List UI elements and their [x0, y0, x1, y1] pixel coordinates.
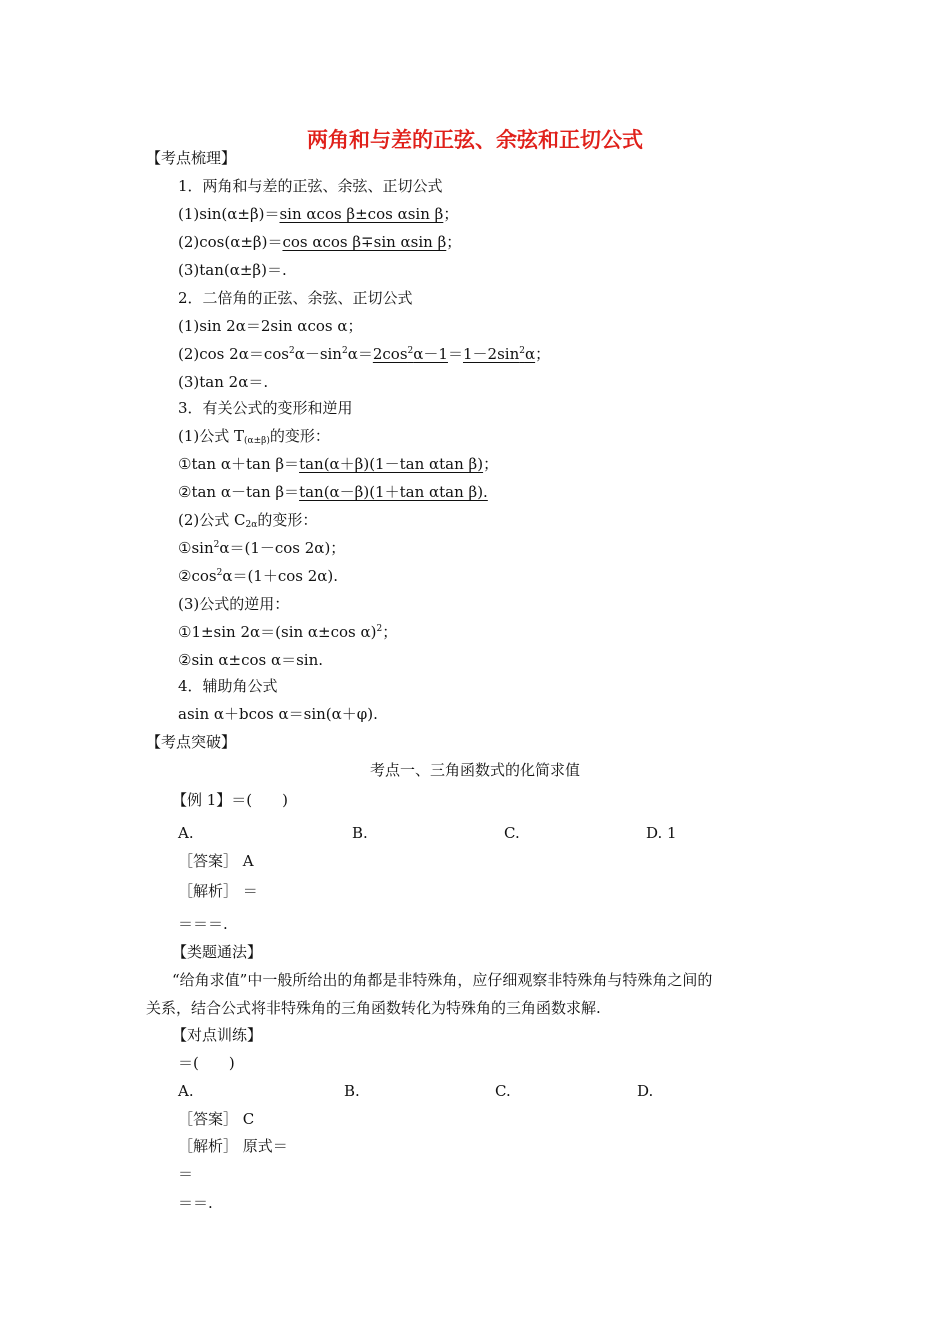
method-heading: 【类题通法】: [172, 943, 263, 961]
formula-sin-square: [178, 538, 345, 558]
formula-text: (2)cos(α±β)＝: [178, 233, 283, 251]
formula-answer: sin αcos β±cos αsin β: [279, 205, 444, 223]
formula-text: α: [524, 345, 536, 363]
analysis-2: ［解析］ 原式＝: [178, 1137, 288, 1155]
formula-text: α－sin: [294, 345, 342, 363]
section-heading-review: 【考点梳理】: [146, 149, 237, 167]
formula-sin-sum: [178, 204, 458, 224]
formula-tan-sum: (3)tan(α±β)＝.: [178, 261, 287, 279]
option-c: C.: [495, 1082, 511, 1100]
subsection-title: 考点一、三角函数式的化简求值: [369, 761, 580, 779]
formula-answer: [373, 345, 448, 363]
superscript: 2: [519, 346, 525, 356]
analysis-1: ［解析］ ＝: [178, 882, 258, 900]
formula-c-variant-label: [178, 510, 317, 530]
formula-text: (2)公式 C: [178, 511, 246, 529]
option-a: A.: [178, 1082, 194, 1100]
method-paragraph-line-2: 关系，结合公式将非特殊角的三角函数转化为特殊角的三角函数求解.: [146, 999, 601, 1017]
formula-text: ＝: [447, 345, 463, 363]
option-c: C.: [504, 824, 520, 842]
formula-text: ①sin: [178, 539, 214, 557]
formula-sin-double: (1)sin 2α＝2sin αcos α；: [178, 317, 363, 335]
formula-text: ；: [446, 233, 462, 251]
formula-auxiliary: asin α＋bcos α＝sin(α＋φ).: [178, 705, 378, 723]
question-2: ＝( ): [178, 1054, 235, 1072]
heading-4: 4．辅助角公式: [178, 677, 278, 695]
formula-text: ；: [483, 455, 499, 473]
formula-t-variant-label: [178, 426, 330, 446]
heading-1: 1．两角和与差的正弦、余弦、正切公式: [178, 177, 443, 195]
formula-inverse-1: [178, 622, 397, 642]
formula-answer: cos αcos β∓sin αsin β: [282, 233, 447, 251]
formula-tan-sum-variant: [178, 454, 498, 474]
formula-text: 1－2sin: [462, 345, 520, 363]
analysis-1-continued: ＝＝＝.: [178, 915, 228, 933]
option-a: A.: [178, 824, 194, 842]
formula-text: 的变形：: [269, 427, 330, 445]
method-paragraph-line-1: “给角求值”中一般所给出的角都是非特殊角，应仔细观察非特殊角与特殊角之间的: [172, 971, 713, 989]
formula-text: α＝(1＋cos 2α).: [222, 567, 339, 585]
formula-text: ①1±sin 2α＝(sin α±cos α): [178, 623, 377, 641]
formula-text: ②cos: [178, 567, 217, 585]
section-heading-breakthrough: 【考点突破】: [146, 733, 237, 751]
example-1: 【例 1】＝( ): [172, 791, 289, 809]
formula-tan-double: (3)tan 2α＝.: [178, 373, 269, 391]
formula-text: ①tan α＋tan β＝: [178, 455, 300, 473]
formula-answer: tan(α＋β)(1－tan αtan β): [299, 455, 484, 473]
formula-cos-sum: [178, 232, 461, 252]
formula-inverse-2: ②sin α±cos α＝sin.: [178, 651, 324, 669]
formula-answer: [463, 345, 535, 363]
formula-text: ；: [535, 345, 551, 363]
heading-2: 2．二倍角的正弦、余弦、正切公式: [178, 289, 413, 307]
formula-text: 2cos: [372, 345, 408, 363]
option-b: B.: [344, 1082, 360, 1100]
answer-2: ［答案］ C: [178, 1110, 255, 1128]
formula-cos-double: [178, 344, 550, 364]
formula-text: (1)sin(α±β)＝: [178, 205, 280, 223]
formula-text: (2)cos 2α＝cos: [178, 345, 289, 363]
option-d: D.: [637, 1082, 654, 1100]
page-title: 两角和与差的正弦、余弦和正切公式: [307, 127, 643, 152]
formula-answer: tan(α－β)(1＋tan αtan β).: [299, 483, 488, 501]
formula-text: 的变形：: [257, 511, 318, 529]
superscript: 2: [407, 346, 414, 356]
superscript: 2: [288, 346, 295, 356]
superscript: 2: [341, 346, 348, 356]
formula-text: ；: [443, 205, 459, 223]
answer-1: ［答案］ A: [178, 852, 254, 870]
formula-text: ②tan α－tan β＝: [178, 483, 300, 501]
option-d: D. 1: [646, 824, 677, 842]
superscript: 2: [376, 624, 383, 634]
option-b: B.: [352, 824, 368, 842]
superscript: 2: [213, 540, 220, 550]
formula-text: (1)公式 T: [178, 427, 245, 445]
formula-tan-diff-variant: [178, 482, 488, 502]
analysis-2-result: ＝＝.: [178, 1194, 213, 1212]
formula-text: α＝(1－cos 2α)；: [219, 539, 346, 557]
formula-cos-square: [178, 566, 338, 586]
subscript: 2α: [245, 520, 258, 530]
formula-text: α－1: [413, 345, 448, 363]
subscript: (α±β): [244, 436, 270, 446]
analysis-2-continued: ＝: [178, 1165, 194, 1183]
formula-text: ；: [382, 623, 398, 641]
superscript: 2: [216, 568, 223, 578]
heading-3: 3．有关公式的变形和逆用: [178, 399, 353, 417]
formula-inverse-label: (3)公式的逆用：: [178, 595, 290, 613]
training-heading: 【对点训练】: [172, 1026, 263, 1044]
formula-text: α＝: [347, 345, 373, 363]
